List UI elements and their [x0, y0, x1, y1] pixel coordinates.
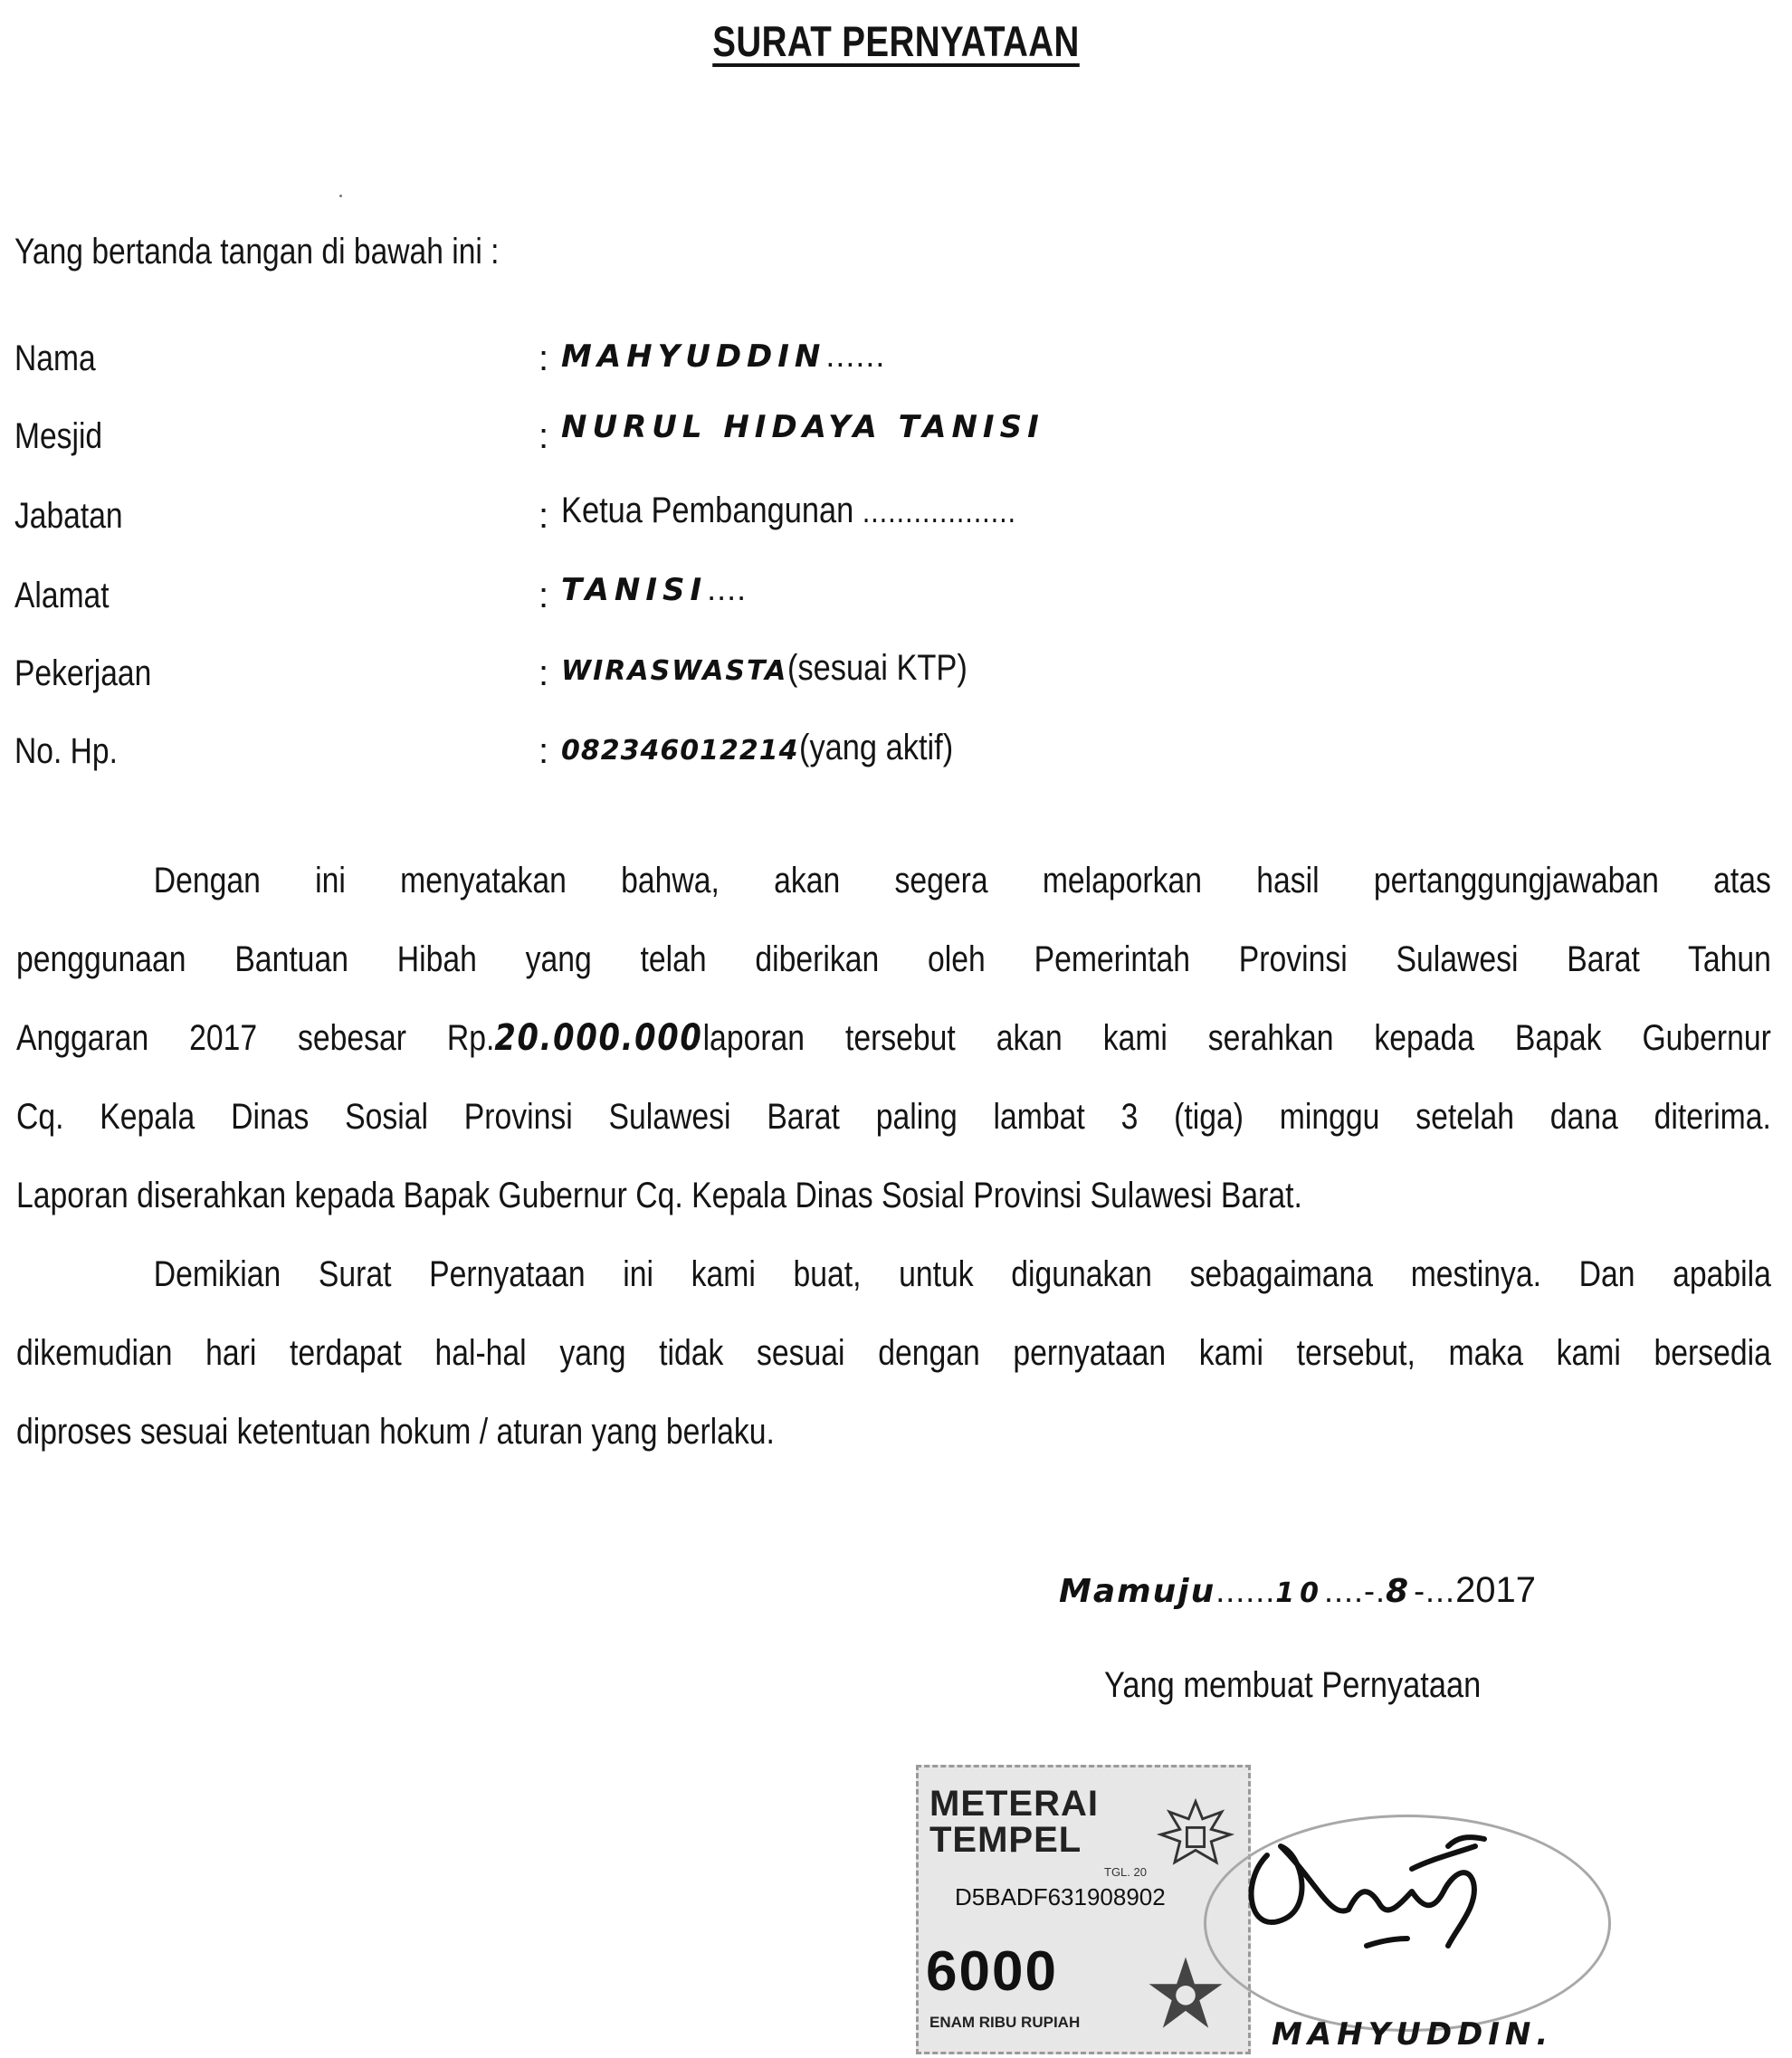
printed-position: Ketua Pembangunan ..................	[561, 491, 1017, 530]
handwritten-place: Mamuju	[1059, 1573, 1216, 1610]
revenue-stamp	[916, 1765, 1251, 2054]
handwritten-occupation: WIRASWASTA	[561, 655, 788, 687]
paragraph-line: Laporan diserahkan kepada Bapak Gubernur Cq. Kepala Dinas Sosial Provinsi Sulawesi Barat.	[16, 1176, 1302, 1215]
scan-speck	[339, 195, 342, 197]
field-value-pekerjaan	[561, 648, 997, 689]
field-value-nohp	[561, 728, 977, 768]
dotted-line: ......	[825, 337, 886, 374]
dotted-line: ....	[707, 570, 748, 607]
paragraph-line: Cq. Kepala Dinas Sosial Provinsi Sulawesi Barat paling lambat 3 (tiga) minggu setelah dana diterima.	[16, 1097, 1771, 1137]
intro-text: Yang bertanda tangan di bawah ini :	[14, 232, 500, 272]
signer-name: MAHYUDDIN.	[1272, 2016, 1554, 2053]
paragraph-line: penggunaan Bantuan Hibah yang telah diberikan oleh Pemerintah Provinsi Sulawesi Barat Tahun	[16, 939, 1771, 979]
stamp-serial: D5BADF631908902	[955, 1883, 1166, 1910]
paragraph-line: Demikian Surat Pernyataan ini kami buat, untuk digunakan sebagaimana mestinya. Dan apabila	[153, 1254, 1771, 1294]
field-colon: :	[539, 338, 549, 378]
field-value-alamat	[561, 568, 747, 609]
field-label-nama: Nama	[14, 338, 96, 378]
field-value-nama	[561, 335, 885, 376]
field-label-nohp: No. Hp.	[14, 731, 118, 771]
stamp-value-words: ENAM RIBU RUPIAH	[929, 2014, 1081, 2031]
field-colon: :	[539, 653, 549, 693]
signer-label: Yang membuat Pernyataan	[1104, 1665, 1482, 1705]
printed-year: 2017	[1455, 1570, 1537, 1610]
paragraph-line: dikemudian hari terdapat hal-hal yang tidak sesuai dengan pernyataan kami tersebut, maka kami bersedia	[16, 1333, 1771, 1373]
field-colon: :	[539, 416, 549, 456]
statement-paragraph	[16, 842, 1772, 1235]
handwritten-day: 10	[1275, 1577, 1324, 1609]
stamp-value: 6000	[926, 1940, 1058, 2003]
field-value-jabatan	[561, 491, 1091, 531]
paragraph-line: Anggaran 2017 sebesar Rp.20.000.000laporan tersebut akan kami serahkan kepada Bapak Gubernur	[16, 1017, 1771, 1059]
occupation-note: (sesuai KTP)	[787, 648, 968, 688]
handwritten-mosque: NURUL HIDAYA TANISI	[561, 409, 1044, 445]
handwritten-address: TANISI	[561, 572, 708, 608]
handwritten-month: 8	[1386, 1573, 1415, 1610]
garuda-emblem-icon	[1152, 1793, 1239, 1880]
field-value-mesjid	[561, 405, 1044, 446]
stamp-date-label: TGL. 20	[1104, 1865, 1147, 1879]
handwritten-signature	[1231, 1819, 1530, 1973]
field-label-alamat: Alamat	[14, 576, 110, 615]
stamp-title: METERAI TEMPEL	[929, 1784, 1099, 1860]
field-label-mesjid: Mesjid	[14, 416, 103, 456]
ornament-star-icon	[1145, 1953, 1226, 2034]
handwritten-phone: 082346012214	[561, 735, 799, 767]
field-colon: :	[539, 731, 549, 771]
field-label-pekerjaan: Pekerjaan	[14, 653, 152, 693]
closing-paragraph	[16, 1235, 1772, 1472]
field-label-jabatan: Jabatan	[14, 496, 123, 536]
place-date: Mamuju......10....-.8-...2017	[1059, 1570, 1537, 1610]
handwritten-name: MAHYUDDIN	[561, 338, 826, 375]
field-colon: :	[539, 576, 549, 615]
handwritten-amount: 20.000.000	[494, 1017, 703, 1059]
field-colon: :	[539, 496, 549, 536]
paragraph-line: Dengan ini menyatakan bahwa, akan segera melaporkan hasil pertanggungjawaban atas	[153, 861, 1771, 900]
phone-note: (yang aktif)	[798, 728, 953, 767]
document-title: SURAT PERNYATAAN	[712, 17, 1080, 65]
paragraph-line: diproses sesuai ketentuan hokum / aturan yang berlaku.	[16, 1412, 775, 1452]
